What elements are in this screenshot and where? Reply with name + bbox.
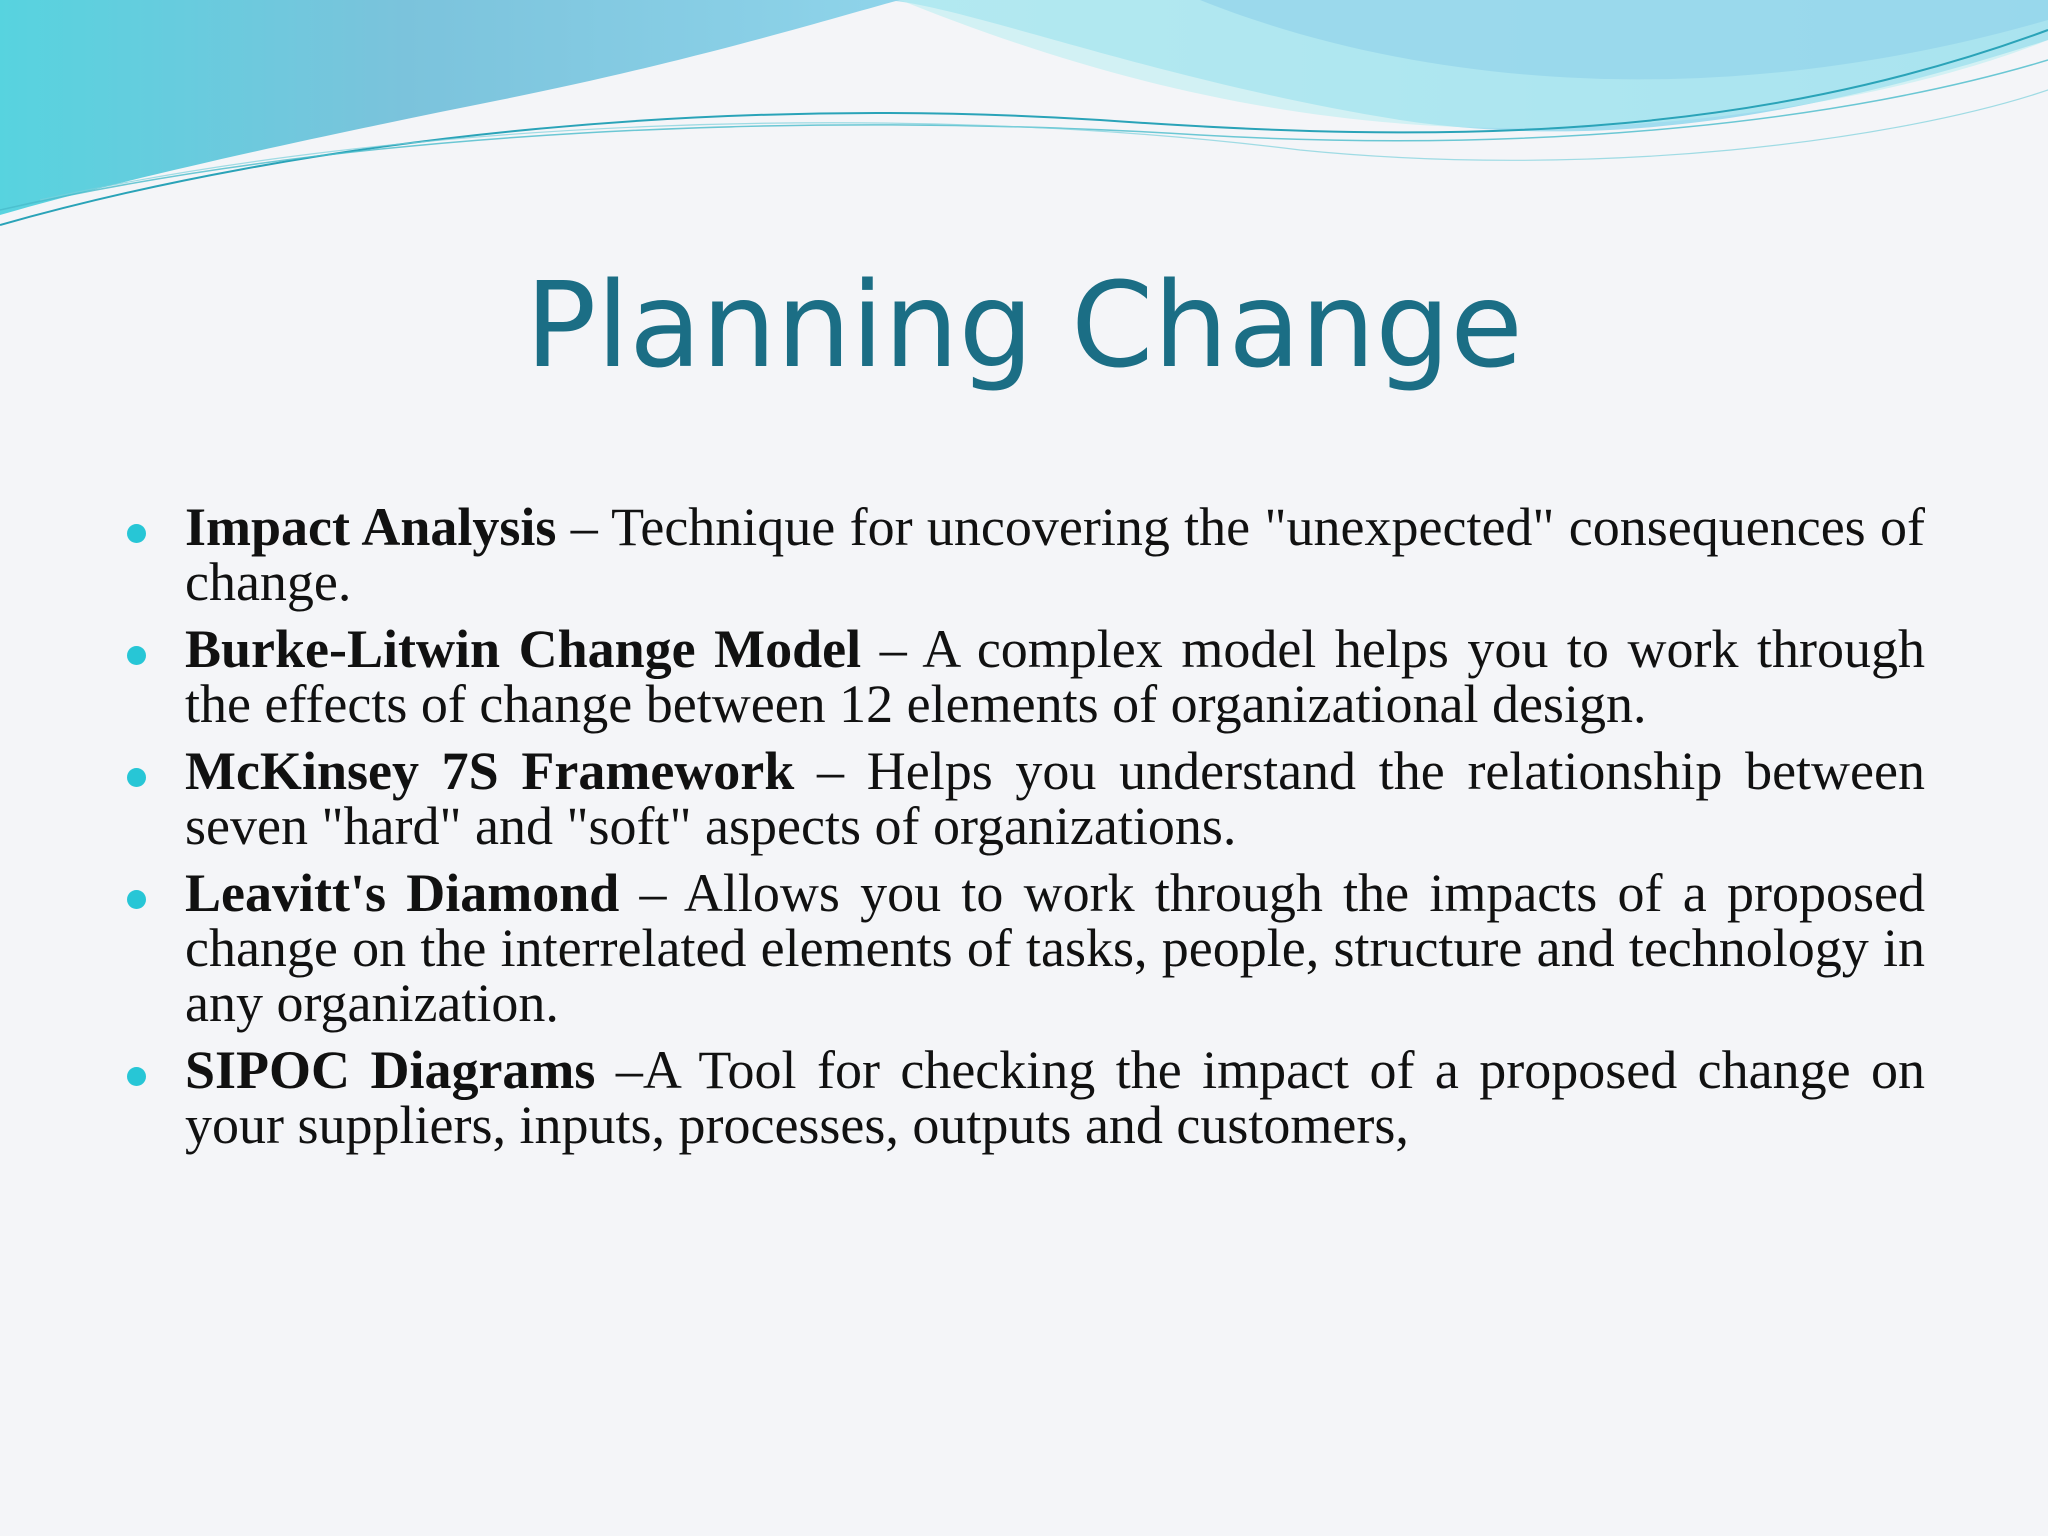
bullet-item-burke-litwin: [125, 619, 1925, 734]
bullet-dot-icon: [127, 890, 146, 909]
bullet-dot-icon: [127, 1067, 146, 1086]
bullet-term: McKinsey 7S Framework: [185, 741, 795, 801]
bullet-dot-icon: [127, 768, 146, 787]
bullet-item-sipoc: [125, 1040, 1925, 1155]
header-wave-decoration: [0, 0, 2048, 260]
bullet-term: Impact Analysis: [185, 497, 557, 557]
bullet-text: –A Tool for checking the impact of a proposed change on your suppliers, inputs, processes, outputs and customers,: [185, 1040, 1925, 1155]
bullet-term: Burke-Litwin Change Model: [185, 619, 862, 679]
bullet-text: – Allows you to work through the impacts of a proposed change on the interrelated elements of tasks, people, structure and technology in any organization.: [185, 863, 1925, 1033]
bullet-text: – Helps you understand the relationship between seven "hard" and "soft" aspects of organizations.: [185, 741, 1925, 856]
bullet-dot-icon: [127, 646, 146, 665]
bullet-list: [125, 497, 1925, 1165]
bullet-term: SIPOC Diagrams: [185, 1040, 596, 1100]
bullet-text: – Technique for uncovering the "unexpected" consequences of change.: [185, 497, 1925, 612]
bullet-dot-icon: [127, 524, 146, 543]
slide-title: Planning Change: [525, 256, 1523, 394]
bullet-item-mckinsey-7s: [125, 741, 1925, 856]
bullet-item-leavitts-diamond: [125, 863, 1925, 1033]
bullet-text: – A complex model helps you to work through the effects of change between 12 elements of organizational design.: [185, 619, 1925, 734]
bullet-term: Leavitt's Diamond: [185, 863, 620, 923]
bullet-item-impact-analysis: [125, 497, 1925, 612]
